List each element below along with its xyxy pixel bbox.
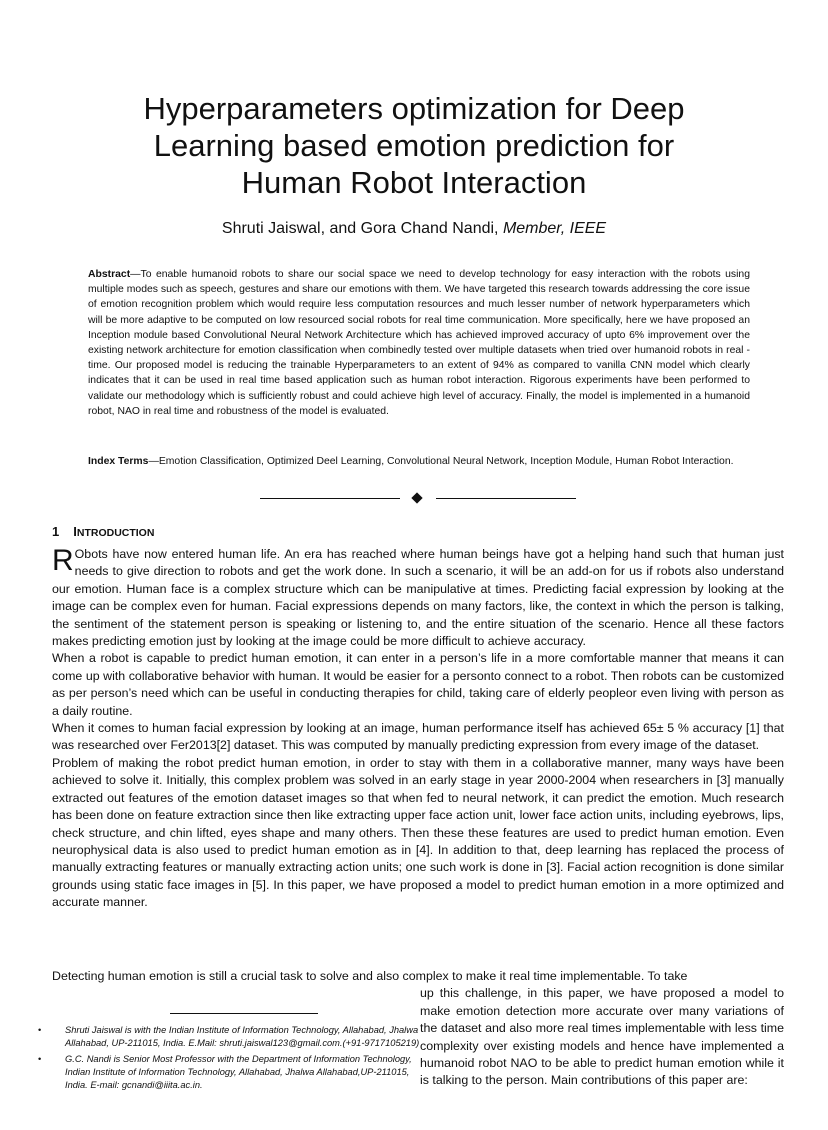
- footnote: [36, 1053, 420, 1093]
- bullet-icon: •: [38, 1025, 42, 1035]
- paragraph-text: Obots have now entered human life. An era has reached where human beings have got a helping hand such that human just needs to give direction to robots and get the work done. In such a scenario, it will be an add-on for us if robots also understand our emotion. Human face is a complex structure which can be manipulative at times. Predicting facial expression by looking at the image can be complex even for human. Facial expressions depends on many factors, like, the context in which the person is talking, the sentiment of the statement person is speaking or listening to, and the entire situation of the scenario. Hence all these factors makes predicting emotion just by looking at the image could be more difficult to achieve accuracy.: [52, 547, 784, 649]
- introduction-body: [52, 546, 784, 912]
- section-title-rest: NTRODUCTION: [76, 527, 155, 539]
- author-line: [60, 219, 768, 239]
- title-line: Learning based emotion prediction for: [153, 128, 675, 163]
- title-line: Human Robot Interaction: [241, 165, 587, 200]
- paragraph: [52, 546, 784, 650]
- paper-title: [60, 90, 768, 201]
- abstract-label: Abstract: [88, 269, 131, 280]
- footnote: [36, 1024, 420, 1051]
- abstract: [88, 267, 750, 419]
- section-number: 1: [52, 524, 60, 539]
- footnote-text: Shruti Jaiswal is with the Indian Institute of Information Technology, Allahabad, Jhalwa Allahabad, UP-211015, India. E.Mail: shruti.jaiswal123@gmail.com.(+91-9717105219): [65, 1025, 420, 1049]
- index-terms-text: —Emotion Classification, Optimized Deel Learning, Convolutional Neural Network, Inception Module, Human Robot Interaction.: [148, 456, 734, 467]
- paragraph: Problem of making the robot predict human emotion, in order to stay with them in a collaborative manner, many ways have been achieved to solve it. Initially, this complex problem was solved in an early stage in year 2000-2004 when researchers in [3] manually extracted out features of the emotion dataset images so that when fed to neural network, it can predict the emotion. Much research has been done on feature extraction since then like extracting upper face action unit, lower face action units, including eyebrows, lips, check structure, and chin lifted, eyes shape and many others. Then these these features are used to predict human emotion. Even neurophysical data is also used to predict human emotion as in [4]. In addition to that, deep learning has replaced the process of manually extracting features or manually extracting action units; one such work is done in [3]. Facial action recognition is done similar grounds using static face images in [5]. In this paper, we have proposed a model to predict human emotion in a more optimized and accurate manner.: [52, 755, 784, 910]
- drop-cap: R: [52, 544, 74, 577]
- abstract-text: —To enable humanoid robots to share our social space we need to develop technology for easy interaction with the robots using multiple modes such as speech, gestures and share our emotions with them. We have targeted this research towards addressing the core issue of emotion recognition problem which would require less computation resources and much lesser number of network hyperparameters which will be more adaptive to be computed on low resourced social robots for real time communication. More specifically, here we have proposed an Inception module based Convolutional Neural Network Architecture which has achieved improved accuracy of upto 6% improvement over the existing network architecture for emotion classification when combinedly tested over multiple datasets when tried over humanoid robots in real - time. Our proposed model is reducing the trainable Hyperparameters to an extent of 94% as compared to vanilla CNN model which clearly indicates that it can be used in real time based application such as human robot interaction. Rigorous experiments have been performed to validate our methodology which is sufficiently robust and could achieve high level of accuracy. Finally, the model is implemented in a humanoid robot, NAO in real time and robustness of the model is evaluated.: [88, 269, 750, 417]
- section-heading: [52, 524, 154, 539]
- footnotes: [36, 1024, 420, 1094]
- index-terms-label: Index Terms: [88, 456, 149, 467]
- right-column-text: up this challenge, in this paper, we have proposed a model to make emotion detection more accurate over many variations of the dataset and also more real times implementable with less time complexity over existing models and hence have implemented a humanoid robot NAO to be able to predict human emotion while it is talking to the person. Main contributions of this paper are:: [420, 986, 784, 1088]
- paragraph: When it comes to human facial expression by looking at an image, human performance itself has achieved 65± 5 % accuracy [1] that was researched over Fer2013[2] dataset. This was computed by manually predicting expression from every image of the dataset.: [52, 721, 784, 753]
- divider-rule-right: [436, 498, 576, 499]
- title-line: Hyperparameters optimization for Deep: [143, 91, 685, 126]
- author-names: Shruti Jaiswal, and Gora Chand Nandi,: [221, 220, 503, 237]
- paragraph-first-line: Detecting human emotion is still a crucial task to solve and also complex to make it real time implementable. To take: [52, 969, 688, 983]
- footnote-rule: [170, 1013, 318, 1014]
- bullet-icon: •: [38, 1053, 42, 1064]
- footnote-text: G.C. Nandi is Senior Most Professor with the Department of Information Technology, Indian Institute of Information Technology, Allahabad, Jhalwa Allahabad,UP-211015, India. E-mail: gcnandi@iiita.ac.in.: [65, 1053, 412, 1091]
- index-terms: [88, 454, 750, 469]
- author-membership: Member, IEEE: [502, 220, 607, 237]
- divider-rule-left: [260, 498, 400, 499]
- paragraph: When a robot is capable to predict human emotion, it can enter in a person’s life in a more comfortable manner that means it can come up with collaborative behavior with human. It would be easier for a personto connect to a robot. Then robots can be customized as per person’s need which can be useful in conducting therapies for child, taking care of elderly peopleor even living with person as a daily routine.: [52, 651, 784, 718]
- section-divider: [260, 492, 576, 506]
- diamond-icon: [411, 492, 422, 503]
- section-title-initial: I: [73, 524, 77, 539]
